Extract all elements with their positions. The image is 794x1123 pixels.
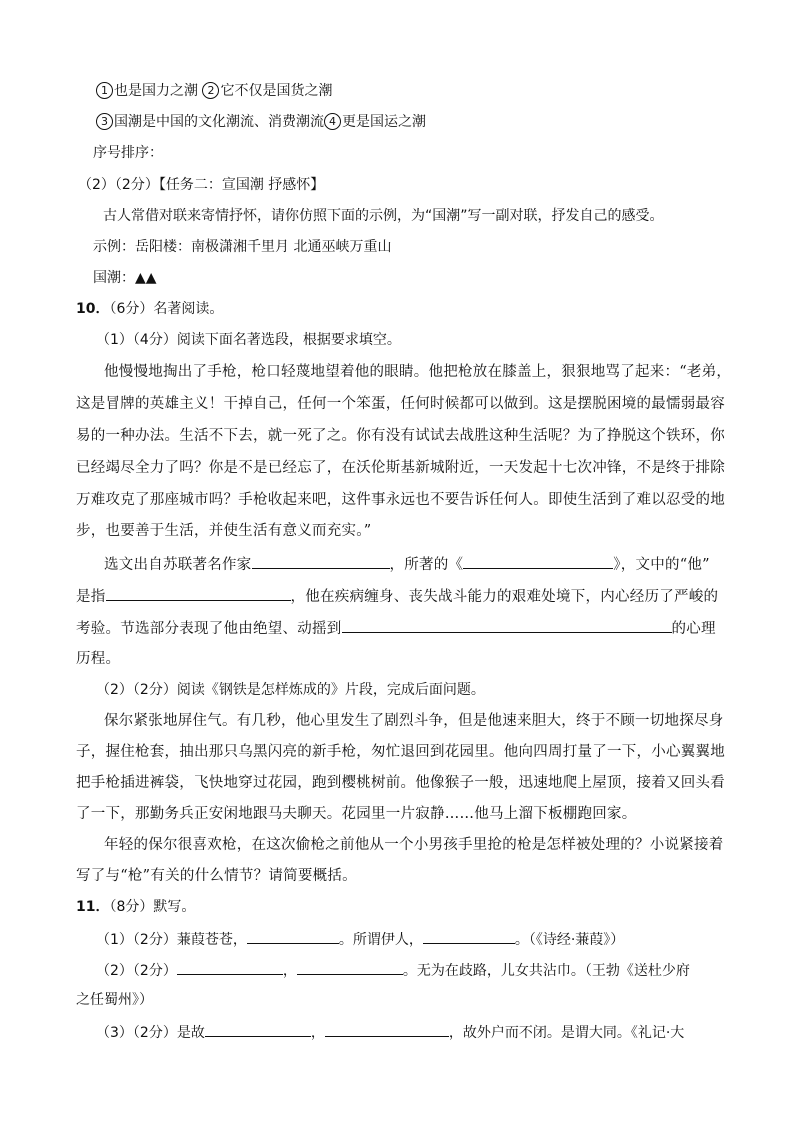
question-title: （6分）名著阅读。	[109, 301, 224, 317]
dictation-text: 。无为在歧路，儿女共沾巾。（王勃《送杜少府	[402, 963, 690, 979]
fill-line-1	[104, 553, 710, 575]
option-text: 更是国运之潮	[342, 114, 426, 130]
dictation-line-3	[96, 1021, 684, 1043]
question-10-heading	[76, 299, 223, 319]
dictation-blank[interactable]	[297, 959, 403, 975]
option-text: 它不仅是国货之潮	[220, 83, 333, 99]
dictation-text: （2）（2分）	[96, 963, 177, 979]
option-text: 国潮是中国的文化潮流、消费潮流	[114, 114, 324, 130]
dictation-text: （1）（2分）蒹葭苍苍，	[96, 932, 247, 948]
psychology-blank[interactable]	[342, 617, 672, 633]
fill-text: ，他在疾病缠身、丧失战斗能力的艰难处境下，内心经历了严峻的	[290, 589, 719, 605]
passage1-line: 万难攻克了那座城市吗？手枪收起来吧，这件事永远也不要告诉任何人。即使生活到了难以忍受的地	[76, 492, 725, 508]
passage1-line: 步，也要善于生活，并使生活有意义而充实。”	[76, 523, 372, 539]
dictation-blank[interactable]	[177, 959, 283, 975]
author-blank[interactable]	[252, 553, 390, 569]
question-title: （8分）默写。	[109, 899, 196, 915]
fill-line-4: 历程。	[76, 651, 121, 667]
passage1-line: 已经竭尽全力了吗？你是不是已经忘了，在沃伦斯基新城附近，一天发起十七次冲锋，不是终于排除	[76, 460, 725, 476]
option-text: 也是国力之潮	[114, 83, 198, 99]
passage1-line: 这是冒牌的英雄主义！干掉自己，任何一个笨蛋，任何时候都可以做到。这是摆脱困境的最懦弱最容	[76, 396, 725, 412]
passage2-line: 保尔紧张地屏住气。有几秒，他心里发生了剧烈斗争，但是他速来胆大，终于不顾一切地探尽身	[104, 713, 724, 729]
character-blank[interactable]	[106, 585, 291, 601]
circled-number: 1	[96, 82, 113, 99]
q10-question-line: 年轻的保尔很喜欢枪，在这次偷枪之前他从一个小男孩手里抢的枪是怎样被处理的？小说紧接着	[104, 837, 724, 853]
question-11-heading	[76, 897, 195, 917]
answer-label: 国潮：	[93, 270, 135, 286]
fill-text: 考验。节选部分表现了他由绝望、动摇到	[76, 621, 342, 637]
dictation-line-2-cont: 之任蜀州》）	[76, 992, 153, 1008]
option-line-1	[96, 81, 332, 101]
task2-example: 示例：岳阳楼：南极潇湘千里月 北通巫峡万重山	[93, 239, 392, 255]
fill-line-2	[76, 585, 718, 607]
fill-text: 》，文中的“他”	[613, 557, 710, 573]
order-label: 序号排序：	[93, 145, 163, 161]
task2-answer	[93, 268, 157, 288]
dictation-blank[interactable]	[423, 928, 515, 944]
question-number: 11．	[76, 899, 110, 915]
fill-text: 是指	[76, 589, 106, 605]
fill-text: 的心理	[671, 621, 716, 637]
q10-sub1-heading: （1）（4分）阅读下面名著选段，根据要求填空。	[96, 332, 401, 348]
dictation-blank[interactable]	[247, 928, 339, 944]
dictation-text: （3）（2分）是故	[96, 1025, 205, 1041]
fill-text: 选文出自苏联著名作家	[104, 557, 252, 573]
passage2-line: 子，握住枪套，抽出那只乌黑闪亮的新手枪，匆忙退回到花园里。他向四周打量了一下，小心翼翼地	[76, 744, 725, 760]
dictation-text: 。所谓伊人，	[338, 932, 423, 948]
fill-line-3	[76, 617, 716, 639]
dictation-text: ，故外户而不闭。是谓大同。《礼记·大	[448, 1025, 685, 1041]
dictation-line-2	[96, 959, 690, 981]
answer-placeholder-marks: ▲▲	[135, 270, 157, 286]
option-line-2	[96, 112, 426, 132]
question-number: 10．	[76, 301, 110, 317]
dictation-text: ，	[282, 963, 297, 979]
task2-heading: （2）（2分）【任务二：宣国潮 抒感怀】	[78, 177, 325, 193]
q10-sub2-heading: （2）（2分）阅读《钢铁是怎样炼成的》片段，完成后面问题。	[96, 682, 485, 698]
dictation-text: ，	[310, 1025, 325, 1041]
dictation-blank[interactable]	[205, 1021, 311, 1037]
dictation-blank[interactable]	[325, 1021, 449, 1037]
q10-question-line: 写了与“枪”有关的什么情节？请简要概括。	[76, 868, 357, 884]
passage2-line: 把手枪插进裤袋，飞快地穿过花园，跑到樱桃树前。他像猴子一般，迅速地爬上屋顶，接着又回头看	[76, 775, 725, 791]
dictation-text: 。（《诗经·蒹葭》）	[514, 932, 625, 948]
passage2-line: 了一下，那勤务兵正安闲地跟马夫聊天。花园里一片寂静……他马上溜下板棚跑回家。	[76, 806, 637, 822]
circled-number: 2	[202, 82, 219, 99]
passage1-line: 他慢慢地掏出了手枪，枪口轻蔑地望着他的眼睛。他把枪放在膝盖上，狠狠地骂了起来：“老弟，	[104, 364, 732, 380]
fill-text: ，所著的《	[389, 557, 464, 573]
circled-number: 3	[96, 113, 113, 130]
circled-number: 4	[324, 113, 341, 130]
task2-instruction: 古人常借对联来寄情抒怀，请你仿照下面的示例，为“国潮”写一副对联，抒发自己的感受。	[103, 208, 664, 224]
passage1-line: 易的一种办法。生活不下去，就一死了之。你有没有试试去战胜这种生活呢？为了挣脱这个铁环，你	[76, 428, 725, 444]
book-title-blank[interactable]	[463, 553, 613, 569]
dictation-line-1	[96, 928, 624, 950]
